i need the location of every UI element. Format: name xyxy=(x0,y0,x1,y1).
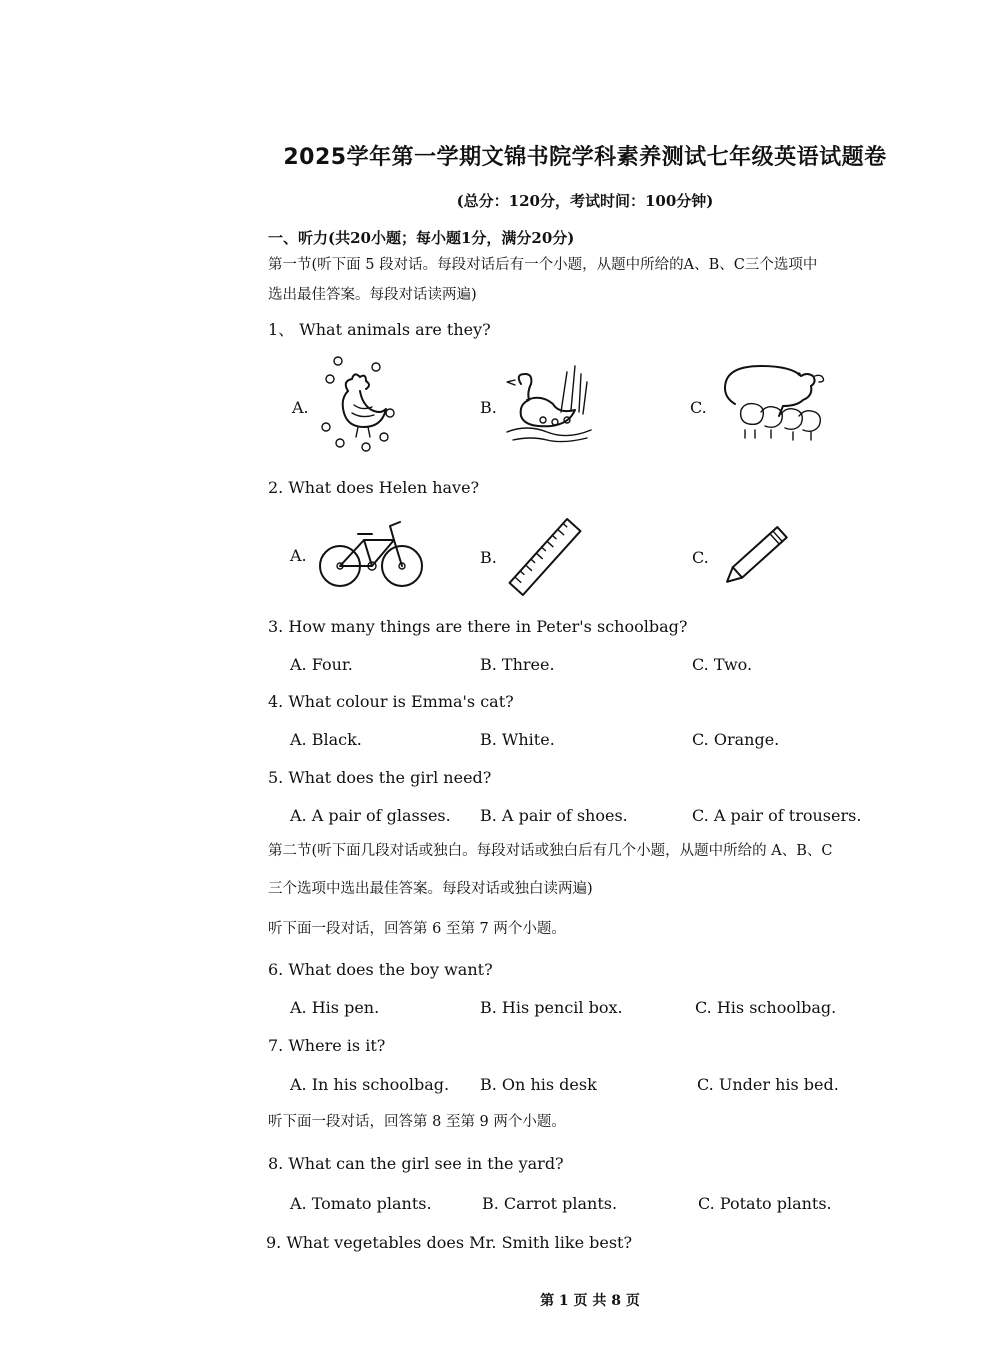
question-text: What can the girl see in the yard? xyxy=(288,1154,564,1173)
part-heading: 一、听力(共20小题；每小题1分，满分20分) xyxy=(268,229,575,247)
option-c-label[interactable]: C. xyxy=(690,398,707,417)
option-b[interactable]: B. White. xyxy=(480,730,555,749)
option-a[interactable]: A. His pen. xyxy=(290,998,380,1017)
question-number: 8. xyxy=(268,1154,284,1173)
question-text: What colour is Emma's cat? xyxy=(288,692,514,711)
section2-instruction-line2: 三个选项中选出最佳答案。每段对话或独白读两遍) xyxy=(268,881,593,897)
option-b-label[interactable]: B. xyxy=(480,398,497,417)
option-c[interactable]: C. His schoolbag. xyxy=(695,998,837,1017)
option-b[interactable]: B. A pair of shoes. xyxy=(480,806,628,825)
question-8 xyxy=(268,1154,564,1173)
option-c[interactable]: C. Orange. xyxy=(692,730,780,749)
question-text: What vegetables does Mr. Smith like best? xyxy=(286,1233,633,1252)
ruler-picture[interactable] xyxy=(510,520,580,594)
question-number: 5. xyxy=(268,768,284,787)
option-c-label[interactable]: C. xyxy=(692,548,709,567)
dialog-instruction-6-7: 听下面一段对话，回答第 6 至第 7 两个小题。 xyxy=(268,921,566,937)
question-1 xyxy=(268,317,491,340)
question-number: 1、 xyxy=(268,320,295,339)
option-c[interactable]: C. Under his bed. xyxy=(697,1075,839,1094)
question-text: What does the boy want? xyxy=(288,960,493,979)
question-number: 4. xyxy=(268,692,284,711)
ducks-picture[interactable] xyxy=(505,362,595,447)
question-text: What animals are they? xyxy=(299,320,491,339)
page-title: 2025学年第一学期文锦书院学科素养测试七年级英语试题卷 xyxy=(283,145,887,170)
question-text: Where is it? xyxy=(288,1036,386,1055)
section2-instruction-line1: 第二节(听下面几段对话或独白。每段对话或独白后有几个小题，从题中所给的 A、B、C xyxy=(268,843,833,859)
page-number: 第 1 页 共 8 页 xyxy=(540,1293,640,1309)
question-6 xyxy=(268,960,493,979)
option-a[interactable]: A. In his schoolbag. xyxy=(290,1075,450,1094)
option-a-label[interactable]: A. xyxy=(292,398,309,417)
question-number: 2. xyxy=(268,478,284,497)
option-c[interactable]: C. Two. xyxy=(692,655,753,674)
question-5 xyxy=(268,768,491,787)
question-number: 9. xyxy=(266,1233,282,1252)
exam-info: (总分：120分，考试时间：100分钟) xyxy=(456,192,714,210)
question-text: What does Helen have? xyxy=(288,478,480,497)
question-number: 7. xyxy=(268,1036,284,1055)
section1-instruction-line2: 选出最佳答案。每段对话读两遍) xyxy=(268,287,477,303)
question-number: 3. xyxy=(268,617,284,636)
dialog-instruction-8-9: 听下面一段对话，回答第 8 至第 9 两个小题。 xyxy=(268,1114,566,1130)
pigs-picture[interactable] xyxy=(715,360,830,448)
question-text: What does the girl need? xyxy=(288,768,492,787)
option-b-label[interactable]: B. xyxy=(480,548,497,567)
option-a[interactable]: A. Four. xyxy=(290,655,353,674)
option-a[interactable]: A. Tomato plants. xyxy=(290,1194,432,1213)
pencil-picture[interactable] xyxy=(722,520,796,586)
question-number: 6. xyxy=(268,960,284,979)
option-c[interactable]: C. A pair of trousers. xyxy=(692,806,862,825)
option-a-label[interactable]: A. xyxy=(290,546,307,565)
option-b[interactable]: B. His pencil box. xyxy=(480,998,623,1017)
question-text: How many things are there in Peter's schoolbag? xyxy=(288,617,688,636)
option-c[interactable]: C. Potato plants. xyxy=(698,1194,832,1213)
option-a[interactable]: A. Black. xyxy=(290,730,362,749)
question-2 xyxy=(268,478,479,497)
question-3 xyxy=(268,617,687,636)
option-b[interactable]: B. On his desk xyxy=(480,1075,597,1094)
bicycle-picture[interactable] xyxy=(318,516,426,592)
option-b[interactable]: B. Three. xyxy=(480,655,555,674)
question-4 xyxy=(268,692,514,711)
hen-with-chicks-picture[interactable] xyxy=(318,357,398,453)
option-b[interactable]: B. Carrot plants. xyxy=(482,1194,618,1213)
section1-instruction-line1: 第一节(听下面 5 段对话。每段对话后有一个小题，从题中所给的A、B、C三个选项中 xyxy=(268,257,818,273)
question-9 xyxy=(266,1233,632,1252)
option-a[interactable]: A. A pair of glasses. xyxy=(290,806,451,825)
question-7 xyxy=(268,1036,385,1055)
